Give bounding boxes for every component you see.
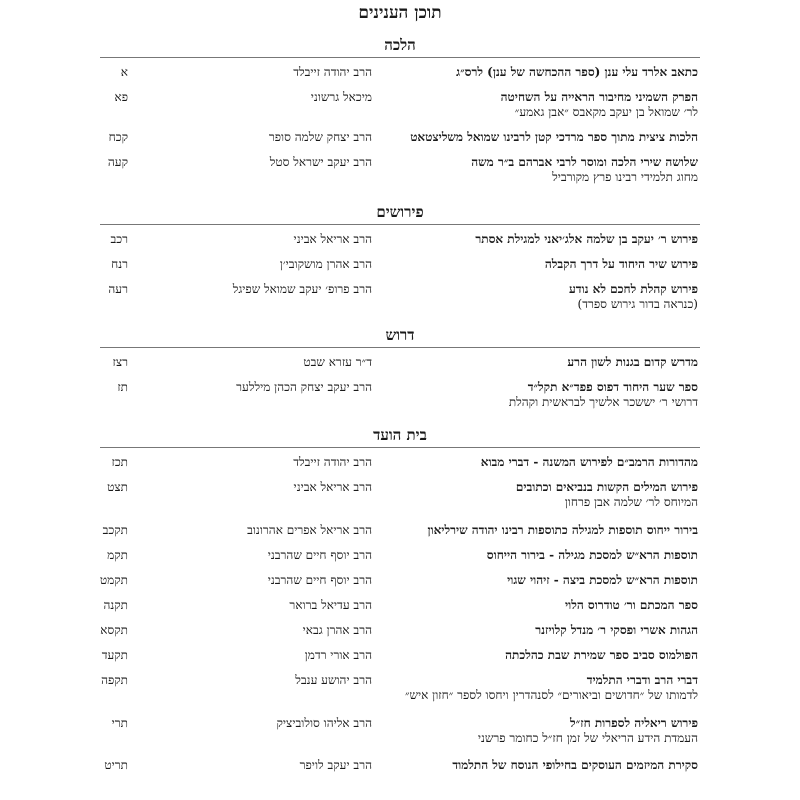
entry-title: הגהות אשרי ופסקי ר׳ מנדל קלויזנר <box>535 623 698 637</box>
toc-entry <box>0 758 800 798</box>
entry-author: הרב אהרן מושקובי׳ן <box>279 257 372 271</box>
entry-title: פירוש קהלת לחכם לא נודע <box>568 282 698 296</box>
entry-title: כתאב אלרד עלי ענן (ספר ההכחשה של ענן) לרס״ג <box>456 65 698 79</box>
entry-author: הרב אריאל אפרים אהרונוב <box>247 523 372 537</box>
entry-page-number: פא <box>114 90 128 104</box>
entry-subtitle: לדמותו של ״חדושים וביאורים״ לסנהדרין ויחסו לספר ״חזון איש״ <box>404 688 698 702</box>
entry-page-number: תקפה <box>101 673 128 687</box>
entry-title: בירור ייחוס תוספות למגילה כתוספות רבינו יהודה שירליאון <box>427 523 698 537</box>
toc-entry <box>0 282 800 322</box>
entry-author: הרב אריאל אביני <box>293 480 372 494</box>
entry-author: הרב יעקב לויפר <box>299 758 372 772</box>
toc-entry <box>0 716 800 756</box>
section-divider <box>100 224 700 225</box>
entry-page-number: רכב <box>110 232 128 246</box>
page-title: תוכן הענינים <box>358 3 442 23</box>
entry-title: פירוש המילים הקשות בנביאים וכתובים <box>515 480 698 494</box>
toc-entry <box>0 480 800 520</box>
entry-author: הרב יהודה זייבלד <box>293 455 372 469</box>
toc-entry <box>0 90 800 130</box>
entry-author: הרב אריאל אביני <box>293 232 372 246</box>
entry-title: מדרש קדום בגנות לשון הרע <box>567 355 698 369</box>
entry-page-number: רצז <box>112 355 128 369</box>
entry-page-number: תז <box>117 380 128 394</box>
entry-title: הפולמוס סביב ספר שמירת שבת כהלכתה <box>505 648 698 662</box>
entry-title: תוספות הרא״ש למסכת ביצה - זיהוי שגוי <box>507 573 698 587</box>
entry-page-number: תקכב <box>102 523 128 537</box>
entry-title: דברי הרב ודברי התלמיד <box>586 673 698 687</box>
entry-page-number: תקסא <box>100 623 128 637</box>
entry-title: שלושה שירי הלכה ומוסר לרבי אברהם ב״ר משה <box>471 155 698 169</box>
toc-entry <box>0 155 800 195</box>
entry-title: סקירת המיזמים העוסקים בחילופי הנוסח של התלמוד <box>452 758 698 772</box>
entry-page-number: תצט <box>107 480 128 494</box>
entry-title: פירוש ריאליה לספרות חז״ל <box>570 716 698 730</box>
entry-page-number: תקמט <box>99 573 128 587</box>
toc-entry <box>0 673 800 713</box>
section-title: בית הועד <box>373 426 427 444</box>
entry-page-number: א <box>120 65 128 79</box>
entry-title: הפרק השמיני מחיבור הראייה על השחיטה <box>500 90 698 104</box>
entry-author: מיכאל גרשוני <box>310 90 372 104</box>
entry-title: הלכות ציצית מתוך ספר מרדכי קטן לרבינו שמואל משליצטאט <box>410 130 698 144</box>
entry-author: הרב יצחק שלמה סופר <box>268 130 372 144</box>
section-divider <box>100 347 700 348</box>
entry-author: הרב יוסף חיים שהרבני <box>267 573 372 587</box>
entry-subtitle: דרושי ר׳ יששכר אלשיך לבראשית וקהלת <box>508 395 698 409</box>
entry-page-number: תרי <box>111 716 128 730</box>
entry-author: הרב אורי רדמן <box>304 648 372 662</box>
entry-page-number: רעה <box>108 282 128 296</box>
entry-title: מהדורות הרמב״ם לפירוש המשנה - דברי מבוא <box>480 455 698 469</box>
entry-page-number: רנח <box>111 257 128 271</box>
entry-author: הרב יוסף חיים שהרבני <box>267 548 372 562</box>
entry-author: הרב יעקב ישראל סטל <box>269 155 372 169</box>
entry-page-number: קעה <box>107 155 128 169</box>
entry-page-number: תקנה <box>103 598 128 612</box>
entry-title: פירוש שיר היחוד על דרך הקבלה <box>544 257 698 271</box>
entry-author: הרב אליהו סולוביציק <box>276 716 372 730</box>
toc-entry <box>0 380 800 420</box>
section-title: דרוש <box>385 326 415 344</box>
entry-title: ספר שער היחוד דפוס פפד״א תקל״ד <box>527 380 698 394</box>
entry-author: הרב יעקב יצחק הכהן מיללער <box>236 380 372 394</box>
entry-page-number: תריט <box>104 758 128 772</box>
section-divider <box>100 57 700 58</box>
entry-author: הרב אהרן גבאי <box>302 623 372 637</box>
section-title: הלכה <box>384 36 416 54</box>
entry-author: ד״ר עזרא שבט <box>303 355 372 369</box>
entry-subtitle: (כנראה בדור גירוש ספרד) <box>577 297 698 311</box>
entry-title: ספר המכתם ור׳ טודרוס הלוי <box>565 598 698 612</box>
entry-subtitle: לר׳ שמואל בן יעקב מקאבס ״אבן גאמע״ <box>514 105 698 119</box>
section-divider <box>100 447 700 448</box>
entry-subtitle: העמדת הידע הריאלי של זמן חז״ל כחומר פרשני <box>477 731 698 745</box>
entry-page-number: תכז <box>111 455 128 469</box>
entry-page-number: קכח <box>108 130 128 144</box>
entry-page-number: תקמ <box>107 548 128 562</box>
entry-subtitle: מחוג תלמידי רבינו פרץ מקורביל <box>552 170 698 184</box>
entry-title: תוספות הרא״ש למסכת מגילה - בירור הייחוס <box>486 548 698 562</box>
entry-subtitle: המיוחס לר׳ שלמה אבן פרחון <box>564 495 698 509</box>
entry-page-number: תקעד <box>101 648 128 662</box>
entry-author: הרב יהושע ענבל <box>295 673 372 687</box>
entry-author: הרב יהודה זייבלד <box>293 65 372 79</box>
entry-author: הרב פרופ׳ יעקב שמואל שפיגל <box>232 282 372 296</box>
entry-author: הרב עדיאל ברואר <box>289 598 372 612</box>
section-title: פירושים <box>376 203 424 221</box>
entry-title: פירוש ר׳ יעקב בן שלמה אלג׳יאני למגילת אסתר <box>475 232 698 246</box>
